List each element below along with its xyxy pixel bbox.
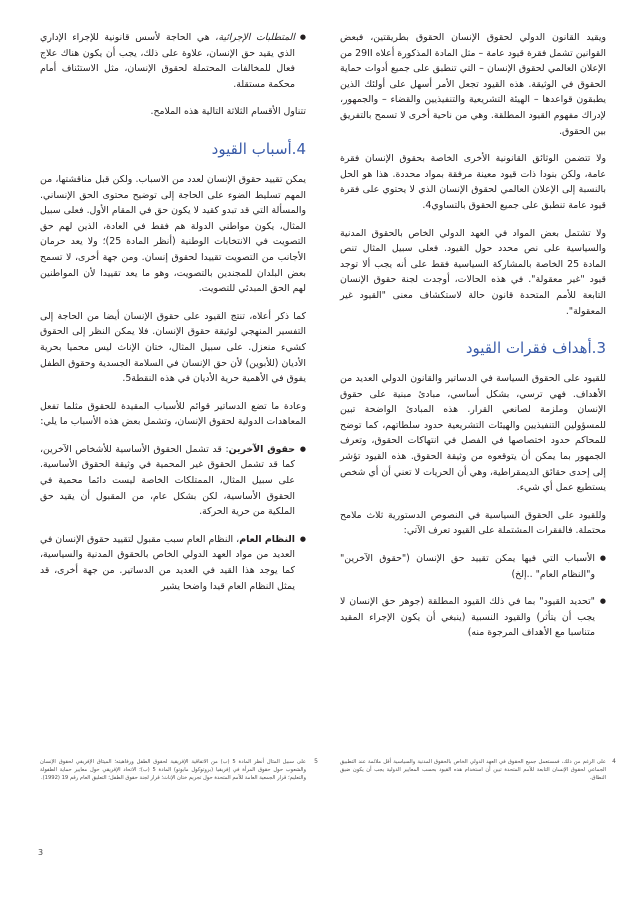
paragraph: ولا تتضمن الوثائق القانونية الأخرى الخاصة بحقوق الإنسان فقرة عامة، ولكن بنودا ذات قيود معينة مرفقة بمواد محددة. هذا هو الحل بالنسبة إلى الإعلان العالمي لحقوق الإنسان الذي لا يحتوي على فقرة قيود عامة تنطبق على جميع الحقوق بالتساوي4. — [340, 153, 606, 211]
list-item-text: ، النظام العام سبب مقبول لتقييد حقوق الإنسان في العديد من مواد العهد الدولي الخاص بالحقوق المدنية والسياسية، كما يوجد هذا القيد في العديد من الدساتير. من جهة أخرى، قد يمثل النظام العام قيدا واضحا يشير — [40, 533, 295, 592]
footnote-number: 5 — [314, 758, 318, 765]
footnote-number: 4 — [612, 758, 616, 765]
italic-term: المتطلبات الإجرائية — [218, 32, 296, 43]
list-item: ● الأسباب التي فيها يمكن تقييد حق الإنسان ("حقوق الآخرين" و"النظام العام" ..إلخ) — [340, 551, 606, 582]
section-heading: 4.أسباب القيود — [211, 139, 306, 158]
paragraph: ويقيد القانون الدولي لحقوق الإنسان الحقوق بطريقتين، فبعض القوانين تشمل فقرة قيود عامة – مثل المادة المذكورة أعلاه 29II من الإعلان العالمي لحقوق الإنسان – التي تنطبق على جميع أدوات حماية الحقوق في الوثيقة. هذه القيود تجعل الأمر أسهل على أولئك الذين يطبقون قواعدها – الهيئة التشريعية والتنفيذيين والقضاء – والجمهور، لإدراك مفهوم القيود المطلقة. وهي من ناحية أخرى لا تسمح بالتفريق بين الحقوق. — [340, 32, 606, 137]
list-item-text: : قد تشمل الحقوق الأساسية للأشخاص الآخرين، كما قد تشمل الحقوق غير المحمية في وثيقة الحقوق الأساسية. على سبيل المثال، الممتلكات الخاصة ليست دائما محمية في الحقوق الأساسية، لكن بشكل عام، من المقبول أن يقيد حق الملكية من حرية الحركة. — [40, 443, 295, 518]
right-column — [340, 30, 606, 653]
bold-term: حقوق الآخرين — [228, 443, 295, 455]
list-item — [40, 532, 306, 594]
paragraph: وللقيود على الحقوق السياسية في النصوص الدستورية ثلاث ملامح محتملة. فالفقرات المشتملة على القيود تعرف الآتي: — [340, 509, 606, 537]
paragraph: ولا تشتمل بعض المواد في العهد الدولي الخاص بالحقوق المدنية والسياسية على نص محدد حول القيود. فعلى سبيل المثال تنص المادة 25 الخاصة بالمشاركة السياسية فقط على أنه يجب ألا توجد قيود "غير معقولة". في هذه الحالات، أوجدت لجنة حقوق الإنسان التابعة للأمم المتحدة قانون حالة لاستكشاف معنى "القيود غير المعقولة". — [340, 227, 606, 317]
bullet-list — [340, 551, 606, 641]
page-number: 3 — [38, 848, 44, 857]
paragraph: للقيود على الحقوق السياسة في الدساتير والقانون الدولي العديد من الأهداف. فهي ترسي، بشكل أساسي، مبادئ مبنية على حقوق الإنسان وملزمة لصانعي القرار. هذه المبادئ الواضحة تبين للمسؤولين التنفيذيين والهيئات التشريعية حدود سلطاتهم، كما توضح للمحاكم حدود اختصاصها في الفصل في انتهاكات الحقوق، وتعرف الجمهور بما يمكن أن يتوقعوه من وثيقة الحقوق. هذه القيود تؤشر إلى إحدى حقائق الديمقراطية، وهي أن الحريات لا تعني أن أي شخص يستطيع عمل أي شيء. — [340, 373, 606, 494]
bullet-list — [40, 442, 306, 594]
footnote-text: على سبيل المثال أنظر المادة 5 (ب) من الاتفاقية الإفريقية لحقوق الطفل ورفاهيته؛ الميثاق الإفريقي لحقوق الإنسان والشعوب حول حقوق المرأة في إفريقيا (بروتوكول مابوتو) المادة 5 (ب)؛ الاتحاد الإفريقي حول معايير حماية الطفولة والتعليم؛ قرار الجمعية العامة للأمم المتحدة حول تجريم ختان الإناث؛ قرار لجنة حقوق الطفل؛ التعليق العام رقم 19 (1992). — [40, 759, 307, 781]
list-item-text: ، هي الحاجة لأسس قانونية للإجراء الإداري الذي يقيد حق الإنسان، علاوة على ذلك، يجب أن يكون هناك علاج فعال للمخالفات المحتملة لحقوق الإنسان، مثل الاستئناف أمام محكمة مستقلة. — [40, 32, 295, 90]
footnote — [40, 758, 318, 782]
section-heading: 3.أهداف فقرات القيود — [465, 339, 606, 358]
list-item — [40, 30, 306, 92]
footnote — [340, 758, 616, 782]
footnote-text: على الرغم من ذلك، فمستعمل جميع الحقوق في العهد الدولي الخاص بالحقوق المدنية والسياسية أقل ملائمة عند التطبيق الجماعي لحقوق الإنسان التابعة للأمم المتحدة تبين أن استخدام هذه القيود بحسب المعايير الدولية يجب أن يكون ضيق النطاق. — [340, 759, 606, 781]
paragraph: يمكن تقييد حقوق الإنسان لعدد من الاسباب. ولكن قبل مناقشتها، من المهم تسليط الضوء على الحاجة إلى توضيح محتوى الحق الإنساني. والمسألة التي قد تبدو كقيد لا يكون حق في المقام الأول. فعلى سبيل المثال، يكون مواطني الدولة هم فقط في العادة، الذين لهم حق التصويت في الانتخابات الوطنية (أنظر المادة 25)؛ ولا يعد حرمان الأجانب من التصويت تقييدا لحقوق إنسان. ومن جهة أخرى، لا تسمح بعض البلدان للمجندين بالتصويت، وهو ما يعد تقييدا لأن المواطنين لهم الحق المبدئي للتصويت. — [40, 173, 306, 295]
list-item — [40, 442, 306, 520]
left-column — [40, 30, 306, 606]
bold-term: النظام العام — [239, 533, 296, 545]
bullet-list — [40, 30, 306, 92]
paragraph: كما ذكر أعلاه، تنتج القيود على حقوق الإنسان أيضا من الحاجة إلى التفسير المنهجي لوثيقة حقوق الإنسان. فلا يمكن النظر إلى الحقوق كشيء منعزل. على سبيل المثال، ختان الإناث ليس محميا بحرية الأديان (للأبوين) لأن حق الإنسان في السلامة الجسدية وحقوق الطفل يفوق في الأهمية حرية الأديان في هذه النقطة5. — [40, 310, 306, 385]
paragraph: تتناول الأقسام الثلاثة التالية هذه الملامح. — [150, 106, 306, 118]
paragraph: وعادة ما تضع الدساتير قوائم للأسباب المقيدة للحقوق مثلما تفعل المعاهدات الدولية لحقوق الإنسان، وتشمل بعض هذه الأسباب ما يلي: — [40, 400, 306, 428]
list-item: ● "تحديد القيود" بما في ذلك القيود المطلقة (جوهر حق الإنسان لا يجب أن يتأثر) والقيود النسبية (ينبغي أن يكون الإجراء المقيد متناسبا مع الأهداف المرجوة منه) — [340, 594, 606, 641]
